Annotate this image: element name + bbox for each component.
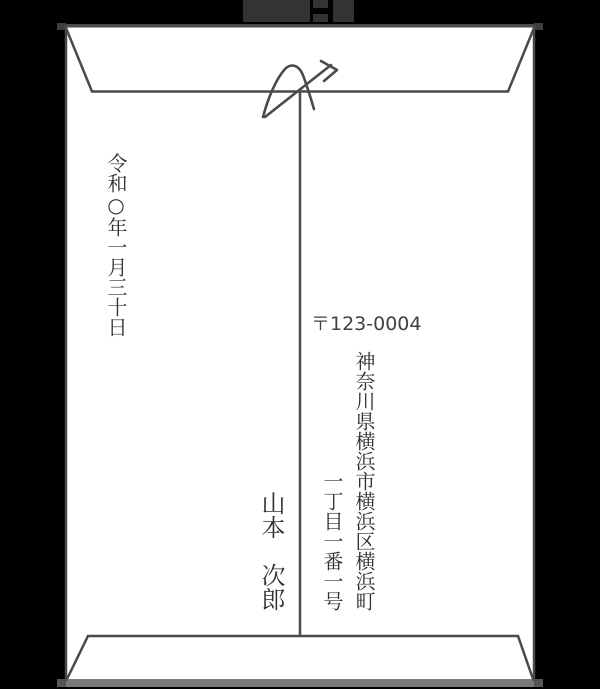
envelope-bottom-edge-cap-left <box>57 679 66 687</box>
envelope-top-edge-cap-right <box>534 23 543 30</box>
envelope-top-edge <box>57 24 543 28</box>
sender-name: 山本 次郎 <box>257 491 285 611</box>
sender-address-line2: 一丁目一番一号 <box>320 471 344 611</box>
cropped-header-text <box>243 0 354 22</box>
envelope-bottom-edge-cap-right <box>534 679 543 687</box>
envelope-top-edge-cap-left <box>57 23 66 30</box>
sender-postal-code: 〒123-0004 <box>311 313 422 335</box>
envelope-bottom-edge <box>65 679 535 687</box>
sender-date: 令和○年一月三十日 <box>104 153 128 337</box>
sender-address-line1: 神奈川県横浜市横浜区横浜町 <box>352 351 376 611</box>
